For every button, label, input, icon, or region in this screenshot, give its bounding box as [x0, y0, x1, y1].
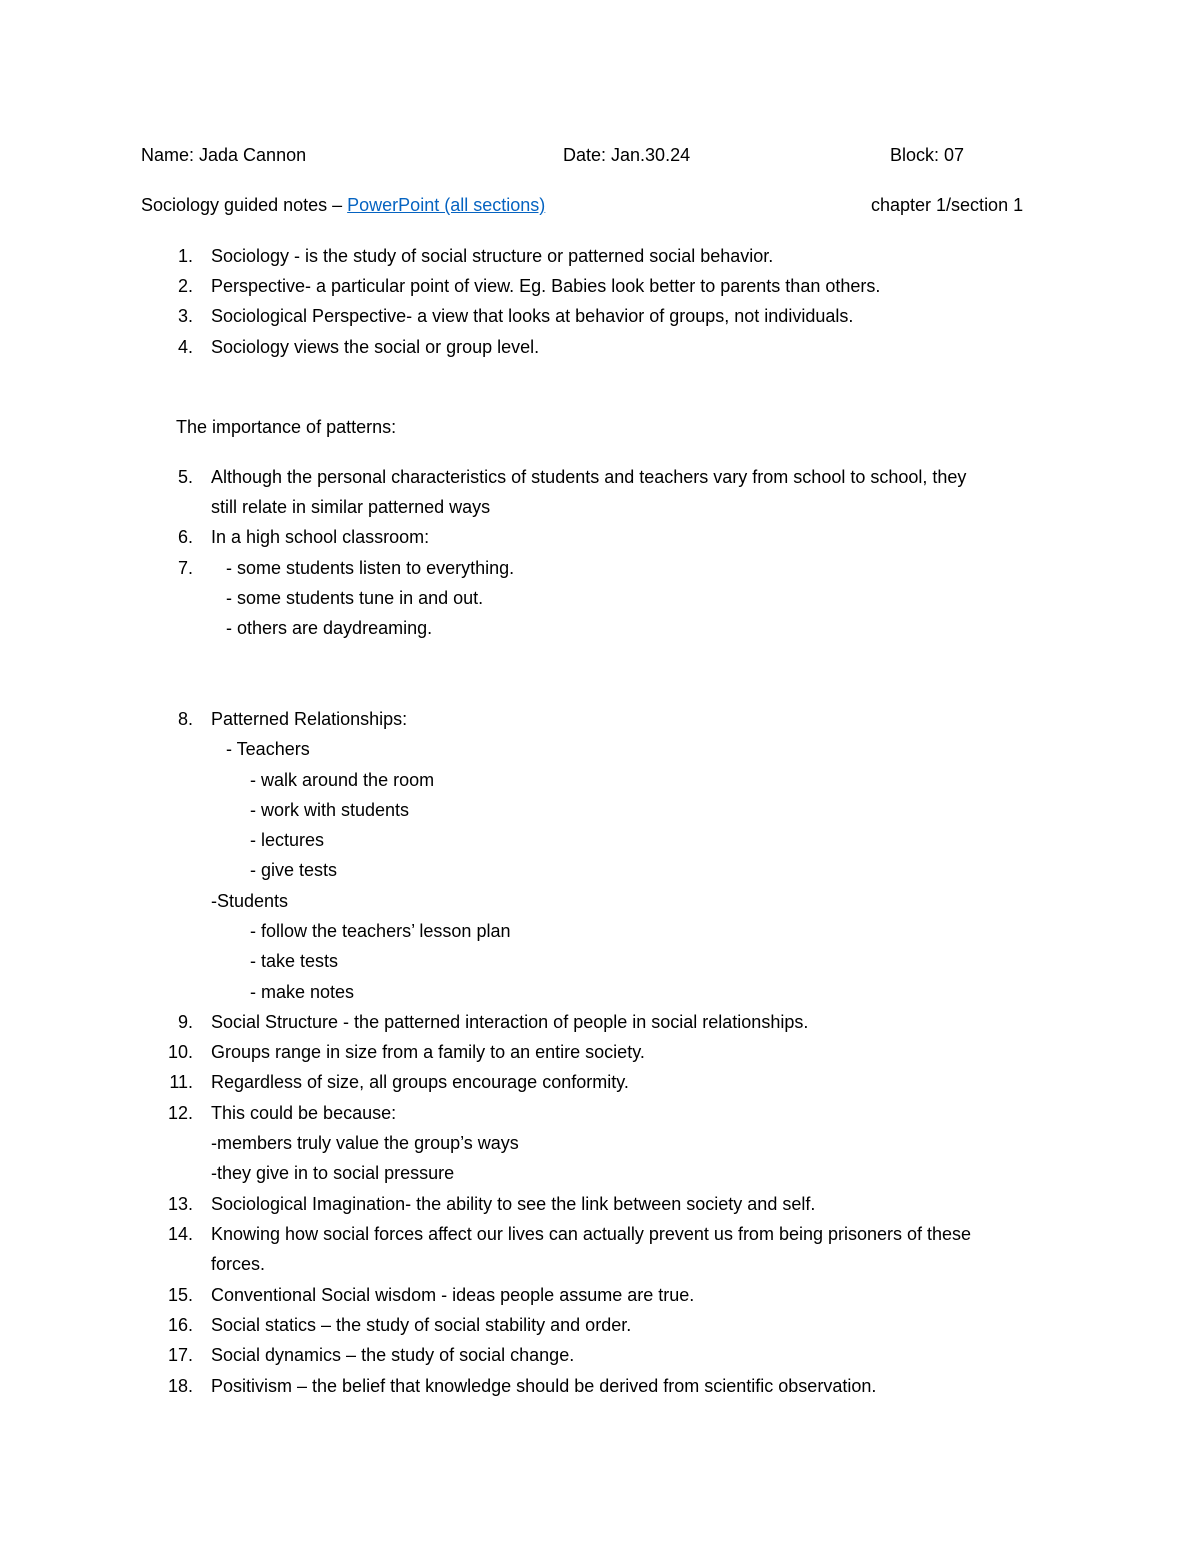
date-field: Date: Jan.30.24: [563, 145, 691, 165]
list-item-text: - work with students: [250, 800, 410, 820]
list-item-text: Sociological Perspective- a view that looks at behavior of groups, not individuals.: [211, 306, 854, 326]
powerpoint-link[interactable]: PowerPoint (all sections): [347, 195, 546, 215]
section-heading: The importance of patterns:: [176, 417, 397, 437]
list-item-text: - follow the teachers’ lesson plan: [250, 921, 511, 941]
list-item-number: 12.: [167, 1103, 193, 1123]
list-item-text: Sociology - is the study of social structure or patterned social behavior.: [211, 246, 774, 266]
list-item-number: 2.: [177, 276, 193, 296]
chapter-label: chapter 1/section 1: [871, 195, 1024, 215]
list-item-number: 4.: [177, 337, 193, 357]
list-item-number: 16.: [167, 1315, 193, 1335]
list-item-text: This could be because:: [211, 1103, 397, 1123]
list-item-number: 9.: [177, 1012, 193, 1032]
list-item-number: 5.: [177, 467, 193, 487]
list-item-number: 18.: [167, 1376, 193, 1396]
list-item-number: 10.: [167, 1042, 193, 1062]
list-item-text: - make notes: [250, 982, 355, 1002]
list-item-text: Groups range in size from a family to an entire society.: [211, 1042, 645, 1062]
list-item-text: Sociological Imagination- the ability to see the link between society and self.: [211, 1194, 816, 1214]
list-item-number: 13.: [167, 1194, 193, 1214]
list-item-text: Conventional Social wisdom - ideas people assume are true.: [211, 1285, 695, 1305]
notes-title: [141, 193, 545, 217]
list-item-text: In a high school classroom:: [211, 527, 430, 547]
list-item-text: Although the personal characteristics of students and teachers vary from school to school, they: [211, 467, 967, 487]
list-item-text: Social Structure - the patterned interaction of people in social relationships.: [211, 1012, 809, 1032]
list-item-text: - Teachers: [226, 739, 310, 759]
list-item-number: 17.: [167, 1345, 193, 1365]
list-item-text: Social statics – the study of social stability and order.: [211, 1315, 632, 1335]
list-item-text: forces.: [211, 1254, 266, 1274]
list-item-text: - some students listen to everything.: [226, 558, 515, 578]
list-item-text: - give tests: [250, 860, 338, 880]
student-name: Name: Jada Cannon: [141, 145, 307, 165]
notes-title-prefix: Sociology guided notes –: [141, 195, 348, 215]
list-item-text: - walk around the room: [250, 770, 435, 790]
list-item-number: 3.: [177, 306, 193, 326]
list-item-text: -Students: [211, 891, 289, 911]
list-item-text: Sociology views the social or group level.: [211, 337, 540, 357]
list-item-number: 8.: [177, 709, 193, 729]
list-item-text: Perspective- a particular point of view. Eg. Babies look better to parents than others.: [211, 276, 881, 296]
list-item-text: still relate in similar patterned ways: [211, 497, 491, 517]
list-item-text: Patterned Relationships:: [211, 709, 408, 729]
list-item-text: Regardless of size, all groups encourage conformity.: [211, 1072, 629, 1092]
list-item-number: 7.: [177, 558, 193, 578]
list-item-number: 6.: [177, 527, 193, 547]
list-item-number: 11.: [169, 1072, 193, 1092]
list-item-text: - lectures: [250, 830, 325, 850]
list-item-number: 15.: [167, 1285, 193, 1305]
list-item-text: - some students tune in and out.: [226, 588, 484, 608]
list-item-text: Positivism – the belief that knowledge should be derived from scientific observation.: [211, 1376, 877, 1396]
list-item-text: -members truly value the group’s ways: [211, 1133, 519, 1153]
list-item-text: Knowing how social forces affect our lives can actually prevent us from being prisoners of these: [211, 1224, 972, 1244]
list-item-number: 14.: [167, 1224, 193, 1244]
block-field: Block: 07: [890, 145, 965, 165]
list-item-text: - others are daydreaming.: [226, 618, 433, 638]
list-item-text: -they give in to social pressure: [211, 1163, 455, 1183]
list-item-text: - take tests: [250, 951, 339, 971]
list-item-text: Social dynamics – the study of social change.: [211, 1345, 575, 1365]
list-item-number: 1.: [177, 246, 193, 266]
